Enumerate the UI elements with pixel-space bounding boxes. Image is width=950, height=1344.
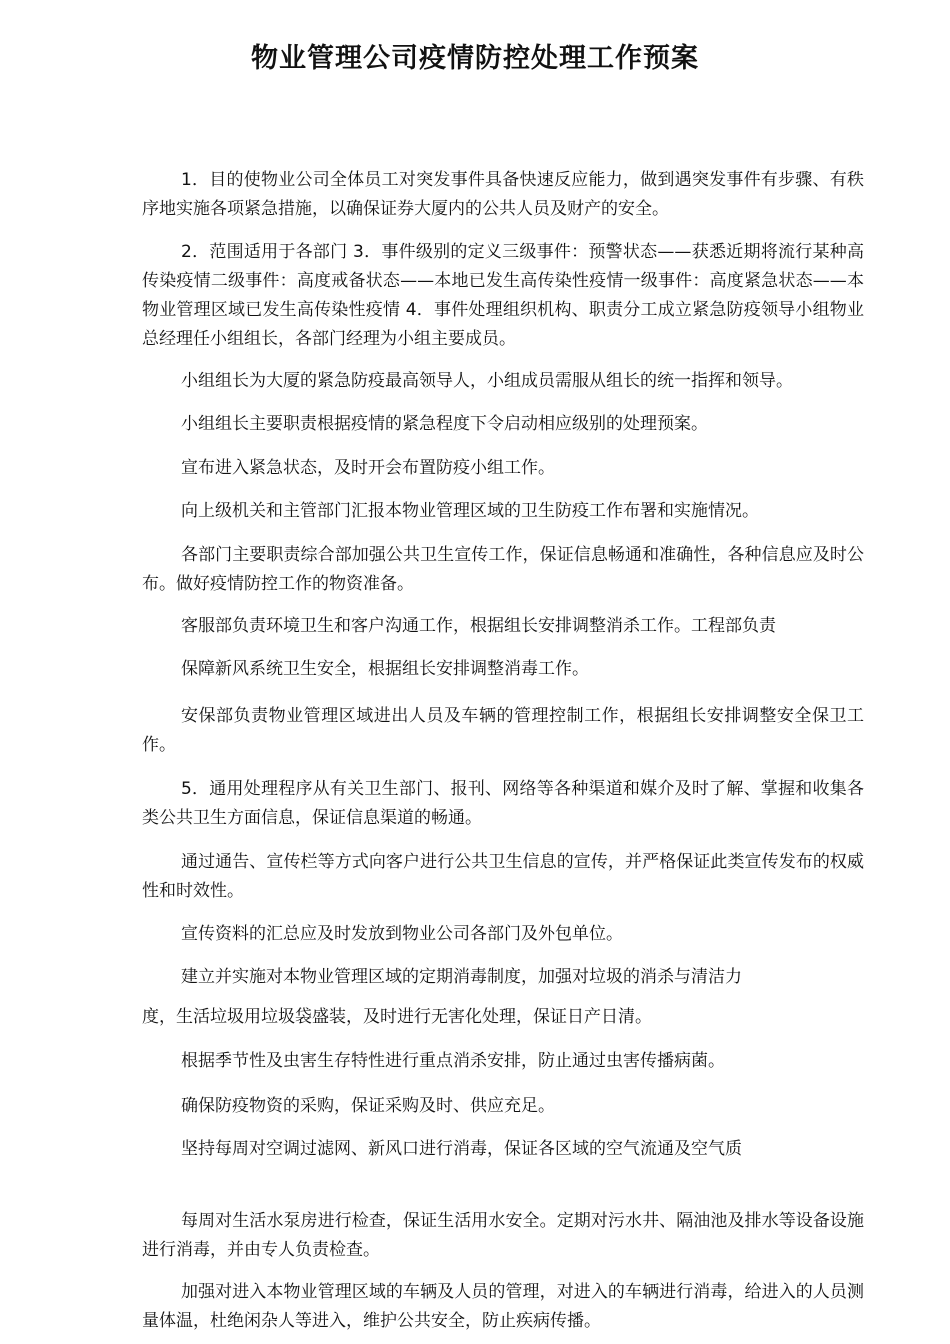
paragraph-procedure: 5．通用处理程序从有关卫生部门、报刊、网络等各种渠道和媒介及时了解、掌握和收集各类公共卫生方面信息，保证信息渠道的畅通。 (142, 779, 864, 828)
paragraph: 建立并实施对本物业管理区域的定期消毒制度，加强对垃圾的消杀与清洁力 (181, 967, 742, 987)
paragraph: 根据季节性及虫害生存特性进行重点消杀安排，防止通过虫害传播病菌。 (181, 1051, 725, 1071)
paragraph: 小组组长为大厦的紧急防疫最高领导人，小组成员需服从组长的统一指挥和领导。 (181, 371, 793, 391)
paragraph-scope: 2．范围适用于各部门 3．事件级别的定义三级事件：预警状态——获悉近期将流行某种高传染疫情二级事件：高度戒备状态——本地已发生高传染性疫情一级事件：高度紧急状态——本物业管理区域已发生高传染性疫情 4．事件处理组织机构、职责分工成立紧急防疫领导小组物业总经理任小组组长，各部门经理为小组主要成员。 (142, 242, 864, 349)
paragraph: 确保防疫物资的采购，保证采购及时、供应充足。 (181, 1096, 555, 1116)
paragraph: 客服部负责环境卫生和客户沟通工作，根据组长安排调整消杀工作。工程部负责 (181, 616, 776, 636)
paragraph: 小组组长主要职责根据疫情的紧急程度下令启动相应级别的处理预案。 (181, 414, 708, 434)
paragraph-purpose: 1．目的使物业公司全体员工对突发事件具备快速反应能力，做到遇突发事件有步骤、有秩序地实施各项紧急措施，以确保证券大厦内的公共人员及财产的安全。 (142, 170, 864, 219)
paragraph: 宣布进入紧急状态，及时开会布置防疫小组工作。 (181, 458, 555, 478)
document-title: 物业管理公司疫情防控处理工作预案 (251, 43, 699, 74)
paragraph: 通过通告、宣传栏等方式向客户进行公共卫生信息的宣传，并严格保证此类宣传发布的权威性和时效性。 (142, 852, 864, 901)
paragraph: 保障新风系统卫生安全，根据组长安排调整消毒工作。 (181, 659, 589, 679)
paragraph: 度，生活垃圾用垃圾袋盛装，及时进行无害化处理，保证日产日清。 (142, 1007, 652, 1027)
paragraph: 坚持每周对空调过滤网、新风口进行消毒，保证各区域的空气流通及空气质 (181, 1139, 742, 1159)
paragraph: 宣传资料的汇总应及时发放到物业公司各部门及外包单位。 (181, 924, 623, 944)
paragraph: 各部门主要职责综合部加强公共卫生宣传工作，保证信息畅通和准确性，各种信息应及时公布。做好疫情防控工作的物资准备。 (142, 545, 864, 594)
paragraph: 每周对生活水泵房进行检查，保证生活用水安全。定期对污水井、隔油池及排水等设备设施进行消毒，并由专人负责检查。 (142, 1211, 864, 1260)
paragraph: 安保部负责物业管理区域进出人员及车辆的管理控制工作，根据组长安排调整安全保卫工作。 (142, 706, 864, 755)
paragraph: 加强对进入本物业管理区域的车辆及人员的管理，对进入的车辆进行消毒，给进入的人员测量体温，杜绝闲杂人等进入，维护公共安全，防止疾病传播。 (142, 1282, 864, 1331)
paragraph: 向上级机关和主管部门汇报本物业管理区域的卫生防疫工作布署和实施情况。 (181, 501, 759, 521)
